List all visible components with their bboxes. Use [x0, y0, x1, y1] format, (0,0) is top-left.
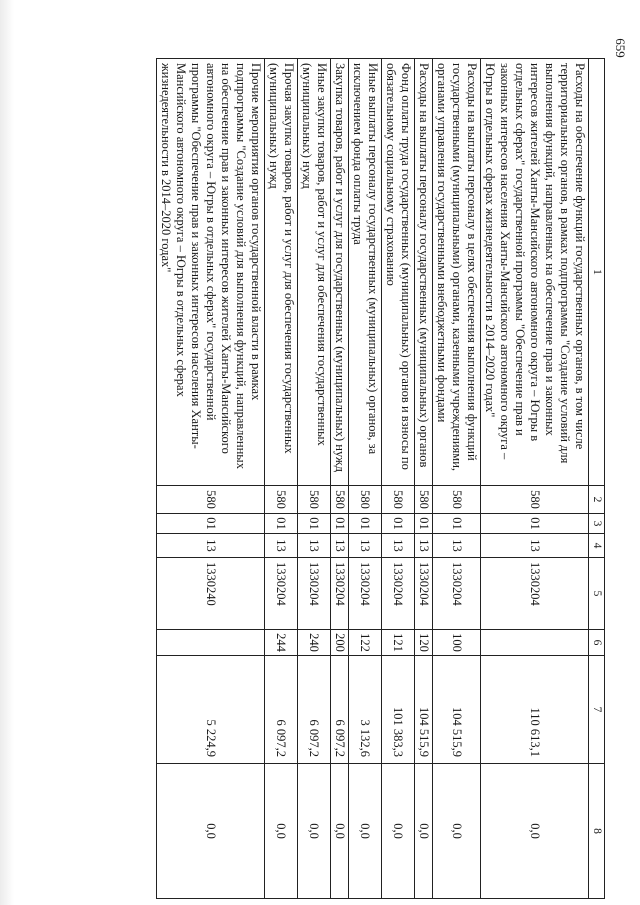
table-row: [481, 59, 589, 899]
row-description: Закупка товаров, работ и услуг для государственных (муниципальных) нужд: [331, 59, 349, 486]
header-col-7: 7: [589, 656, 605, 764]
row-section-code: 01: [481, 514, 589, 534]
row-expense-type: [157, 630, 265, 656]
row-subvention-amount: 0,0: [331, 764, 349, 899]
header-col-4: 4: [589, 534, 605, 558]
row-subsection-code: 13: [415, 534, 433, 558]
header-col-6: 6: [589, 630, 605, 656]
row-ministry-code: 580: [157, 486, 265, 514]
row-expense-type: 122: [349, 630, 382, 656]
table-row: [265, 59, 298, 899]
row-section-code: 01: [331, 514, 349, 534]
header-col-1: 1: [589, 59, 605, 486]
table-row: [415, 59, 433, 899]
row-subvention-amount: 0,0: [481, 764, 589, 899]
row-amount: 6 097,2: [298, 656, 331, 764]
row-description: Прочая закупка товаров, работ и услуг для обеспечения государственных (муниципальных) нужд: [265, 59, 298, 486]
header-col-2: 2: [589, 486, 605, 514]
row-subsection-code: 13: [157, 534, 265, 558]
row-expense-type: 244: [265, 630, 298, 656]
row-amount: 3 132,6: [349, 656, 382, 764]
table-row: [349, 59, 382, 899]
table-row: [433, 59, 481, 899]
row-expense-type: 200: [331, 630, 349, 656]
row-subsection-code: 13: [382, 534, 415, 558]
row-amount: 6 097,2: [331, 656, 349, 764]
row-ministry-code: 580: [298, 486, 331, 514]
row-subsection-code: 13: [433, 534, 481, 558]
row-target-item: 1330204: [331, 558, 349, 630]
row-target-item: 1330204: [265, 558, 298, 630]
row-amount: 104 515,9: [415, 656, 433, 764]
row-target-item: 1330204: [481, 558, 589, 630]
row-expense-type: 121: [382, 630, 415, 656]
row-ministry-code: 580: [481, 486, 589, 514]
row-ministry-code: 580: [331, 486, 349, 514]
table-row: [382, 59, 415, 899]
row-expense-type: 100: [433, 630, 481, 656]
row-ministry-code: 580: [415, 486, 433, 514]
row-subvention-amount: 0,0: [265, 764, 298, 899]
row-description: Иные выплаты персоналу государственных (муниципальных) органов, за исключением фонда оплаты труда: [349, 59, 382, 486]
row-subsection-code: 13: [481, 534, 589, 558]
row-ministry-code: 580: [349, 486, 382, 514]
header-row: [589, 59, 605, 899]
row-target-item: 1330204: [433, 558, 481, 630]
row-amount: 101 383,3: [382, 656, 415, 764]
row-ministry-code: 580: [433, 486, 481, 514]
header-col-3: 3: [589, 514, 605, 534]
budget-table: [156, 58, 605, 899]
row-amount: 5 224,9: [157, 656, 265, 764]
table-row: [157, 59, 265, 899]
row-section-code: 01: [382, 514, 415, 534]
row-expense-type: 120: [415, 630, 433, 656]
row-ministry-code: 580: [265, 486, 298, 514]
row-description: Прочие мероприятия органов государственной власти в рамках подпрограммы "Создание условий для выполнения функций, направленных на обеспечение прав и законных интересов жителей Ханты-Мансийского автономного округа – Югры в отдельных сферах" государственной программы "Обеспечение прав и законных интересов населения Ханты-Мансийского автономного округа – Югры в отдельных сферах жизнедеятельности в 2014–2020 годах": [157, 59, 265, 486]
rotated-table-container: [85, 58, 605, 898]
row-subsection-code: 13: [331, 534, 349, 558]
row-section-code: 01: [415, 514, 433, 534]
row-subvention-amount: 0,0: [298, 764, 331, 899]
row-section-code: 01: [298, 514, 331, 534]
row-target-item: 1330240: [157, 558, 265, 630]
row-amount: 110 613,1: [481, 656, 589, 764]
row-target-item: 1330204: [415, 558, 433, 630]
row-section-code: 01: [349, 514, 382, 534]
row-subvention-amount: 0,0: [382, 764, 415, 899]
row-description: Иные закупки товаров, работ и услуг для обеспечения государственных (муниципальных) нужд: [298, 59, 331, 486]
row-target-item: 1330204: [298, 558, 331, 630]
row-section-code: 01: [433, 514, 481, 534]
row-expense-type: [481, 630, 589, 656]
header-col-8: 8: [589, 764, 605, 899]
row-subvention-amount: 0,0: [415, 764, 433, 899]
row-description: Фонд оплаты труда государственных (муниципальных) органов и взносы по обязательному социальному страхованию: [382, 59, 415, 486]
row-section-code: 01: [157, 514, 265, 534]
row-section-code: 01: [265, 514, 298, 534]
row-subvention-amount: 0,0: [433, 764, 481, 899]
row-subsection-code: 13: [349, 534, 382, 558]
row-subsection-code: 13: [298, 534, 331, 558]
table-row: [331, 59, 349, 899]
row-ministry-code: 580: [382, 486, 415, 514]
row-target-item: 1330204: [349, 558, 382, 630]
row-description: Расходы на выплаты персоналу государственных (муниципальных) органов: [415, 59, 433, 486]
row-description: Расходы на обеспечение функций государственных органов, в том числе территориальных органов, в рамках подпрограммы "Создание условий для выполнения функций, направленных на обеспечение прав и законных интересов жителей Ханты-Мансийского автономного округа – Югры в отдельных сферах" государственной программы "Обеспечение прав и законных интересов населения Ханты-Мансийского автономного округа – Югры в отдельных сферах жизнедеятельности в 2014–2020 годах": [481, 59, 589, 486]
row-target-item: 1330204: [382, 558, 415, 630]
header-col-5: 5: [589, 558, 605, 630]
page-number: 659: [613, 38, 628, 58]
row-subvention-amount: 0,0: [157, 764, 265, 899]
scan-edge-shadow: [0, 0, 14, 905]
row-subvention-amount: 0,0: [349, 764, 382, 899]
row-amount: 104 515,9: [433, 656, 481, 764]
row-expense-type: 240: [298, 630, 331, 656]
row-description: Расходы на выплаты персоналу в целях обеспечения выполнения функций государственными (муниципальными) органами, казенными учреждениями, органами управления государственными внебюджетными фондами: [433, 59, 481, 486]
table-row: [298, 59, 331, 899]
row-amount: 6 097,2: [265, 656, 298, 764]
row-subsection-code: 13: [265, 534, 298, 558]
